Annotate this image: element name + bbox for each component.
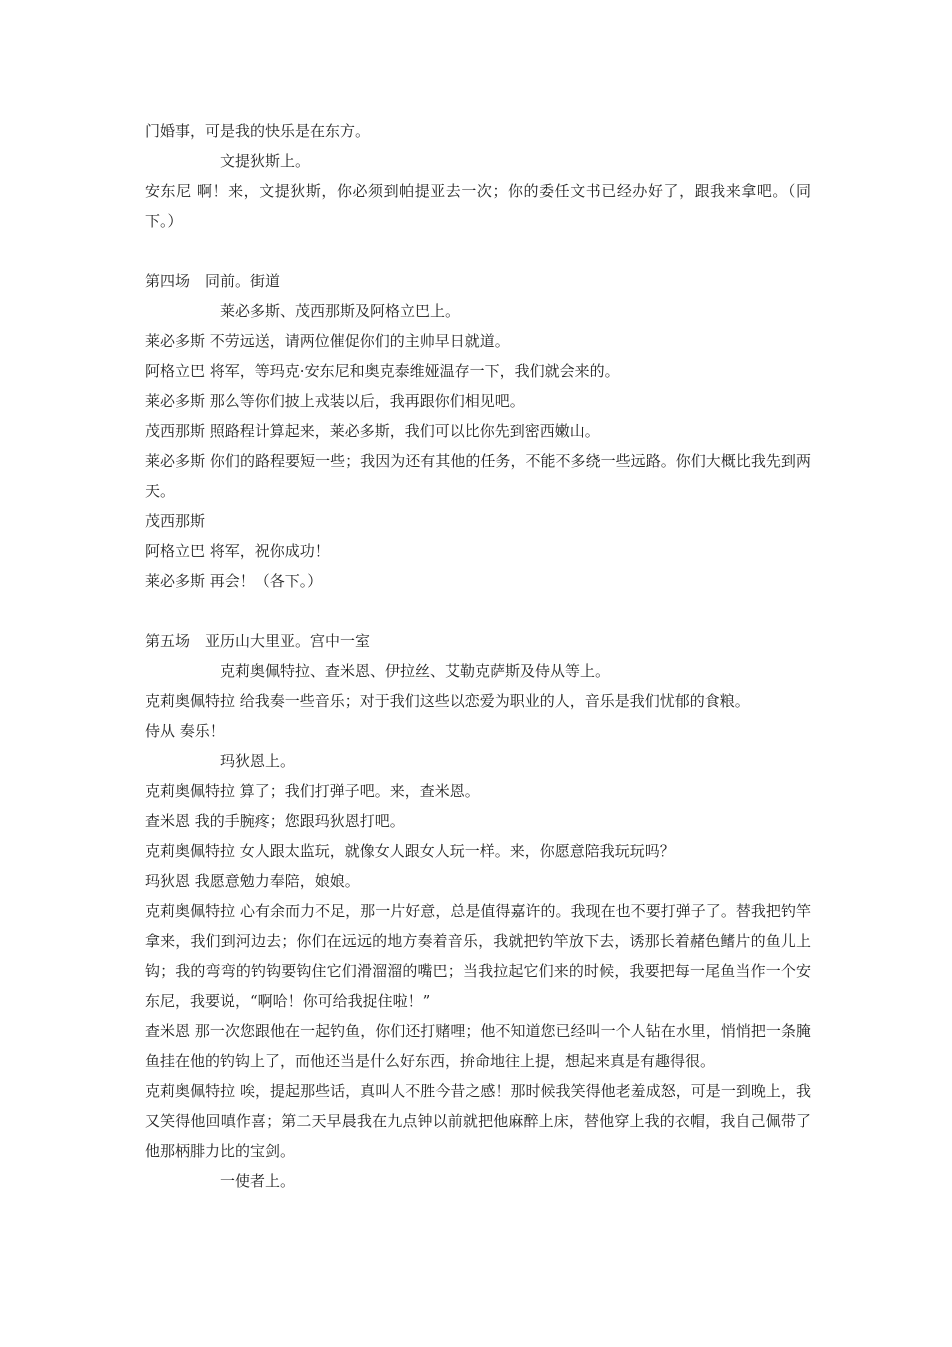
speaker-name: 查米恩	[145, 812, 191, 830]
stage-direction-text: 玛狄恩上。	[220, 752, 296, 770]
speaker-name: 克莉奥佩特拉	[145, 692, 236, 710]
speaker-name: 阿格立巴	[145, 362, 206, 380]
dialogue-line	[145, 686, 811, 716]
speaker-name: 侍从	[145, 722, 176, 740]
dialogue-text: 女人跟太监玩，就像女人跟女人玩一样。来，你愿意陪我玩玩吗？	[239, 842, 675, 860]
paragraph-gap	[145, 596, 811, 626]
dialogue-line	[145, 1076, 811, 1166]
speaker-name: 克莉奥佩特拉	[145, 842, 236, 860]
dialogue-line	[145, 896, 811, 1016]
scene-heading-text: 第五场 亚历山大里亚。宫中一室	[145, 632, 371, 650]
dialogue-text: 不劳远送，请两位催促你们的主帅早日就道。	[209, 332, 510, 350]
dialogue-text: 算了；我们打弹子吧。来，查米恩。	[239, 782, 480, 800]
stage-direction	[145, 656, 811, 686]
paragraph-gap	[145, 236, 811, 266]
dialogue-text: 你们的路程要短一些；我因为还有其他的任务，不能不多绕一些远路。你们大概比我先到两天。	[145, 452, 811, 500]
scene-heading	[145, 266, 811, 296]
text-line-content: 门婚事，可是我的快乐是在东方。	[145, 122, 371, 140]
dialogue-text: 啊！来，文提狄斯，你必须到帕提亚去一次；你的委任文书已经办好了，跟我来拿吧。（同下。）	[145, 182, 811, 230]
speaker-name: 莱必多斯	[145, 572, 206, 590]
dialogue-line	[145, 176, 811, 236]
stage-direction-text: 莱必多斯、茂西那斯及阿格立巴上。	[220, 302, 461, 320]
speaker-name: 查米恩	[145, 1022, 191, 1040]
scene-heading-text: 第四场 同前。街道	[145, 272, 281, 290]
dialogue-line	[145, 806, 811, 836]
speaker-name: 克莉奥佩特拉	[145, 782, 236, 800]
dialogue-text: 唉，提起那些话，真叫人不胜今昔之感！那时候我笑得他老羞成怒，可是一到晚上，我又笑得他回嗔作喜；第二天早晨我在九点钟以前就把他麻醉上床，替他穿上我的衣帽，我自己佩带了他那柄腓力比的宝剑。	[145, 1082, 811, 1160]
text-line	[145, 116, 811, 146]
dialogue-text: 将军，祝你成功！	[209, 542, 330, 560]
stage-direction-text: 文提狄斯上。	[220, 152, 311, 170]
dialogue-line	[145, 386, 811, 416]
dialogue-text: 我的手腕疼；您跟玛狄恩打吧。	[194, 812, 405, 830]
dialogue-text: 给我奏一些音乐；对于我们这些以恋爱为职业的人，音乐是我们忧郁的食粮。	[239, 692, 750, 710]
dialogue-line	[145, 416, 811, 446]
dialogue-text: 再会！（各下。）	[209, 572, 323, 590]
stage-direction	[145, 746, 811, 776]
dialogue-line	[145, 446, 811, 506]
dialogue-line	[145, 716, 811, 746]
speaker-name: 克莉奥佩特拉	[145, 1082, 236, 1100]
dialogue-line	[145, 506, 811, 536]
speaker-name: 茂西那斯	[145, 512, 206, 530]
stage-direction	[145, 146, 811, 176]
dialogue-text: 我愿意勉力奉陪，娘娘。	[194, 872, 360, 890]
stage-direction	[145, 296, 811, 326]
dialogue-line	[145, 836, 811, 866]
dialogue-line	[145, 326, 811, 356]
speaker-name: 茂西那斯	[145, 422, 206, 440]
dialogue-line	[145, 566, 811, 596]
speaker-name: 安东尼	[145, 182, 192, 200]
stage-direction-text: 克莉奥佩特拉、查米恩、伊拉丝、艾勒克萨斯及侍从等上。	[220, 662, 611, 680]
speaker-name: 玛狄恩	[145, 872, 191, 890]
speaker-name: 克莉奥佩特拉	[145, 902, 236, 920]
dialogue-text: 将军，等玛克·安东尼和奥克泰维娅温存一下，我们就会来的。	[209, 362, 620, 380]
scene-heading	[145, 626, 811, 656]
dialogue-text: 那一次您跟他在一起钓鱼，你们还打赌哩；他不知道您已经叫一个人钻在水里，悄悄把一条腌鱼挂在他的钓钩上了，而他还当是什么好东西，拚命地往上提，想起来真是有趣得很。	[145, 1022, 811, 1070]
dialogue-line	[145, 356, 811, 386]
speaker-name: 莱必多斯	[145, 392, 206, 410]
stage-direction	[145, 1166, 811, 1196]
dialogue-text: 奏乐！	[179, 722, 225, 740]
document-page	[145, 116, 811, 1196]
dialogue-line	[145, 776, 811, 806]
speaker-name: 莱必多斯	[145, 332, 206, 350]
dialogue-text: 照路程计算起来，莱必多斯，我们可以比你先到密西嫩山。	[209, 422, 600, 440]
dialogue-text: 心有余而力不足，那一片好意，总是值得嘉许的。我现在也不要打弹子了。替我把钓竿拿来，我们到河边去；你们在远远的地方奏着音乐，我就把钓竿放下去，诱那长着赭色鳍片的鱼儿上钩；我的弯弯的钓钩要钩住它们滑溜溜的嘴巴；当我拉起它们来的时候，我要把每一尾鱼当作一个安东尼，我要说，“啊哈！你可给我捉住啦！”	[145, 902, 811, 1010]
dialogue-line	[145, 866, 811, 896]
speaker-name: 阿格立巴	[145, 542, 206, 560]
dialogue-line	[145, 1016, 811, 1076]
stage-direction-text: 一使者上。	[220, 1172, 296, 1190]
dialogue-text: 那么等你们披上戎装以后，我再跟你们相见吧。	[209, 392, 525, 410]
speaker-name: 莱必多斯	[145, 452, 206, 470]
dialogue-line	[145, 536, 811, 566]
